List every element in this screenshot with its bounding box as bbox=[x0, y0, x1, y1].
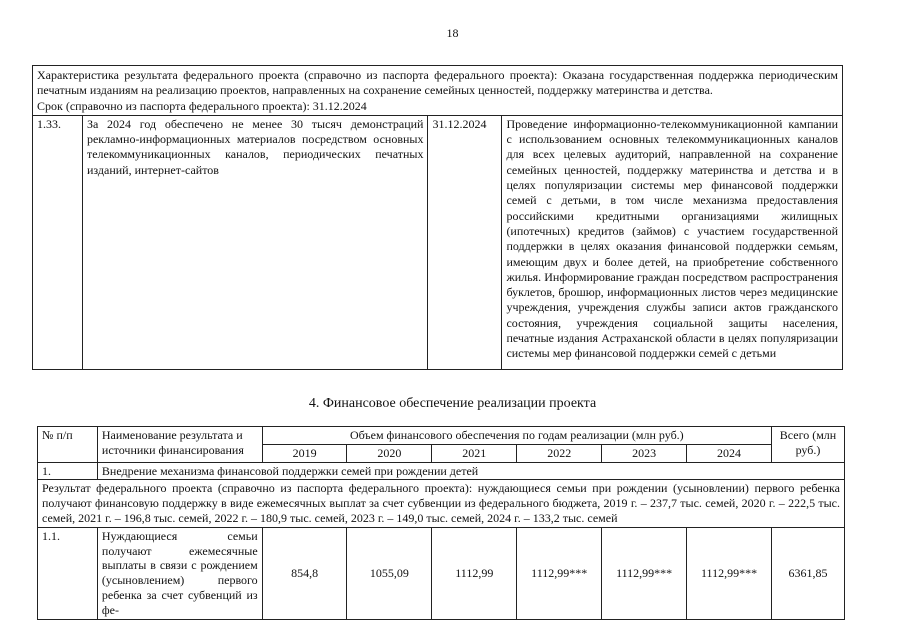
table-row bbox=[38, 462, 845, 480]
item-number: 1. bbox=[38, 462, 98, 480]
row-result: За 2024 год обеспечено не менее 30 тысяч демонстраций рекламно-информационных материалов посредством основных телекоммуникационных каналов, периодических печатных изданий, интернет-сайтов bbox=[82, 115, 428, 369]
result-characteristic-text: Характеристика результата федерального проекта (справочно из паспорта федерального проекта): Оказана государственная поддержка периодическим печатным изданиям на реализацию проектов, направленных на сохранение семейных ценностей, поддержку материнства и детства. bbox=[37, 68, 838, 98]
year-header: 2019 bbox=[262, 444, 347, 462]
table-header-row bbox=[38, 427, 845, 445]
project-result-table bbox=[32, 65, 843, 370]
year-header: 2020 bbox=[347, 444, 432, 462]
year-header: 2021 bbox=[432, 444, 517, 462]
year-header: 2024 bbox=[687, 444, 772, 462]
table-row bbox=[33, 66, 843, 116]
table-row bbox=[38, 527, 845, 619]
value-cell: 1112,99 bbox=[432, 527, 517, 619]
total-cell: 6361,85 bbox=[772, 527, 845, 619]
federal-result-text: Результат федерального проекта (справочно из паспорта федерального проекта): нуждающиеся семьи при рождении (усыновлении) первого ребенка получают финансовую поддержку в виде ежемесячных выплат за счет субвенции из федерального бюджета, 2019 г. – 237,7 тыс. семей, 2020 г. – 222,5 тыс. семей, 2021 г. – 196,8 тыс. семей, 2022 г. – 180,9 тыс. семей, 2023 г. – 149,0 тыс. семей, 2024 г. – 133,2 тыс. семей bbox=[38, 480, 845, 527]
item-name: Внедрение механизма финансовой поддержки семей при рождении детей bbox=[97, 462, 844, 480]
row-number: 1.1. bbox=[38, 527, 98, 619]
value-cell: 1112,99*** bbox=[517, 527, 602, 619]
page-number: 18 bbox=[446, 26, 459, 40]
value-cell: 1055,09 bbox=[347, 527, 432, 619]
row-number: 1.33. bbox=[33, 115, 83, 369]
value-cell: 1112,99*** bbox=[602, 527, 687, 619]
col-header-volume: Объем финансового обеспечения по годам реализации (млн руб.) bbox=[262, 427, 771, 445]
row-description: Проведение информационно-телекоммуникационной кампании с использованием основных телекоммуникационных каналов для всех целевых аудиторий, направленной на сохранение семейных ценностей, поддержку материнства и детства и в целях популяризации системы мер финансовой поддержки семей с детьми, в том числе механизма предоставления российскими кредитными организациями жилищных (ипотечных) кредитов (займов) с участием государственной поддержки в целях оказания финансовой поддержки семьям, имеющим двух и более детей, на приобретение собственного жилья. Информирование граждан посредством распространения буклетов, брошюр, информационных листов через медицинские учреждения, учреждения службы записи актов гражданского состояния, учреждения социальной защиты населения, печатные издания Астраханской области в целях популяризации системы мер финансовой поддержки семей с детьми bbox=[502, 115, 843, 369]
year-header: 2022 bbox=[517, 444, 602, 462]
section-title: 4. Финансовое обеспечение реализации проекта bbox=[308, 396, 597, 411]
finance-table bbox=[37, 426, 845, 620]
year-header: 2023 bbox=[602, 444, 687, 462]
col-header-name: Наименование результата и источники финансирования bbox=[97, 427, 262, 463]
value-cell: 1112,99*** bbox=[687, 527, 772, 619]
table-row bbox=[33, 115, 843, 369]
result-deadline: Срок (справочно из паспорта федерального проекта): 31.12.2024 bbox=[37, 98, 367, 113]
table-row bbox=[38, 480, 845, 527]
result-characteristic bbox=[33, 66, 843, 116]
col-header-total: Всего (млн руб.) bbox=[772, 427, 845, 463]
row-date: 31.12.2024 bbox=[428, 115, 502, 369]
value-cell: 854,8 bbox=[262, 527, 347, 619]
col-header-num: № п/п bbox=[38, 427, 98, 463]
row-name: Нуждающиеся семьи получают ежемесячные выплаты в связи с рождением (усыновлением) первого ребенка за счет субвенций из фе- bbox=[97, 527, 262, 619]
